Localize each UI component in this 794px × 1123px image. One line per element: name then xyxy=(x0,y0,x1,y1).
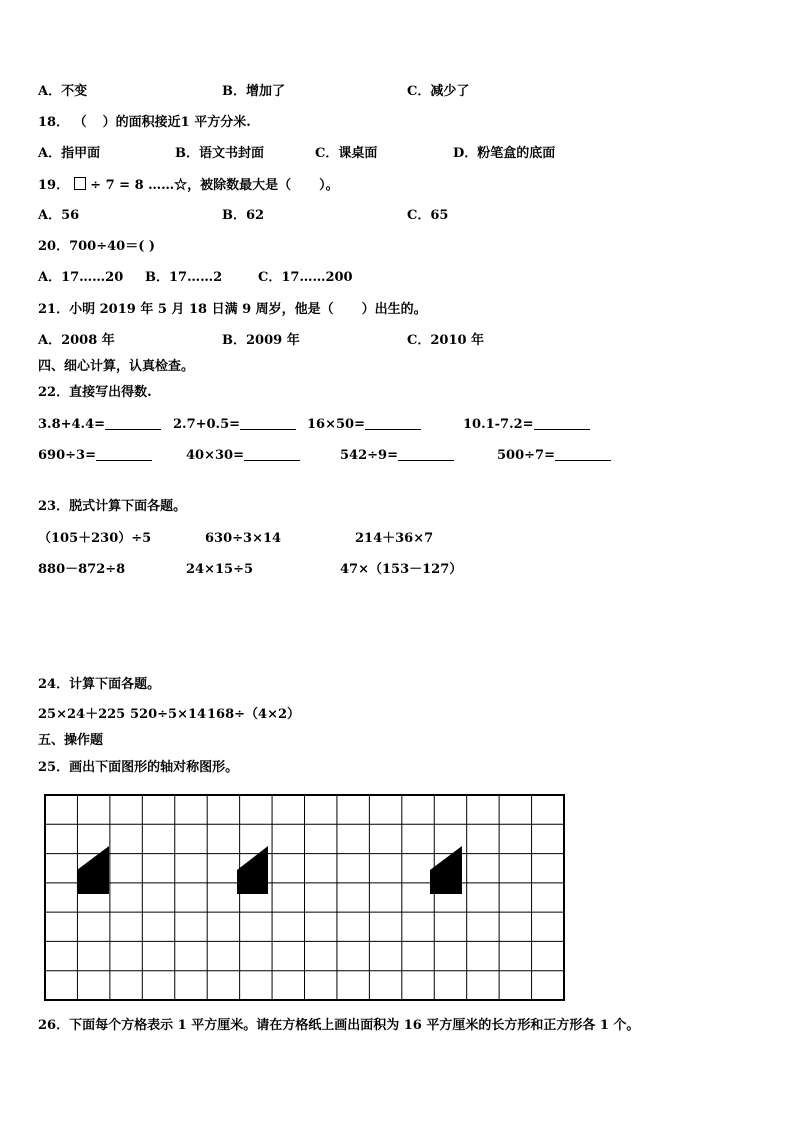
q26-stem: 26．下面每个方格表示 1 平方厘米。请在方格纸上画出面积为 16 平方厘米的长方形和正方形各 1 个。 xyxy=(38,1018,640,1033)
q19-number: 19． xyxy=(38,178,70,193)
q23-item: 214＋36×7 xyxy=(355,531,434,546)
answer-blank[interactable] xyxy=(398,448,454,461)
section-5-title: 五、操作题 xyxy=(38,733,104,748)
q21-option-a: A．2008 年 xyxy=(38,333,115,348)
q20-option-c: C．17……200 xyxy=(258,270,353,285)
q21-option-c: C．2010 年 xyxy=(407,333,485,348)
q23-stem: 23．脱式计算下面各题。 xyxy=(38,499,187,514)
q24-item: 520÷5×14 xyxy=(130,707,207,722)
q23-item: 880－872÷8 xyxy=(38,562,126,577)
q19-option-c: C．65 xyxy=(407,208,449,223)
answer-blank[interactable] xyxy=(534,417,590,430)
q17-option-a: A．不变 xyxy=(38,84,88,99)
q22-item: 2.7+0.5= xyxy=(173,417,296,433)
q23-item: 24×15÷5 xyxy=(186,562,254,577)
q22-item: 542÷9= xyxy=(340,448,454,464)
q18-option-d: D．粉笔盒的底面 xyxy=(453,146,556,161)
q19-option-a: A．56 xyxy=(38,208,80,223)
q22-item: 690÷3= xyxy=(38,448,152,464)
q17-option-c: C．减少了 xyxy=(407,84,470,99)
q21-option-b: B．2009 年 xyxy=(222,333,300,348)
answer-blank[interactable] xyxy=(244,448,300,461)
q23-item: （105＋230）÷5 xyxy=(38,531,152,546)
grid-paper[interactable] xyxy=(44,794,566,1002)
q21-stem xyxy=(38,302,427,318)
answer-blank[interactable] xyxy=(105,417,161,430)
q20-option-a: A．17……20 xyxy=(38,270,124,285)
answer-blank[interactable] xyxy=(240,417,296,430)
q24-stem: 24．计算下面各题。 xyxy=(38,677,161,692)
q22-item: 16×50= xyxy=(307,417,421,433)
q18-open-paren: （ xyxy=(73,115,87,130)
q21-stem-b: ）出生的。 xyxy=(361,302,427,317)
q22-item: 3.8+4.4= xyxy=(38,417,161,433)
q22-stem: 22．直接写出得数. xyxy=(38,385,152,400)
q19-option-b: B．62 xyxy=(222,208,265,223)
section-4-title: 四、细心计算，认真检查。 xyxy=(38,359,195,374)
q24-item: 168÷（4×2） xyxy=(207,707,301,722)
q24-item: 25×24＋225 xyxy=(38,707,126,722)
q19-close: ）。 xyxy=(319,178,339,193)
q18-option-a: A．指甲面 xyxy=(38,146,101,161)
q18-number: 18． xyxy=(38,115,70,130)
q20-stem: 20．700÷40＝( ) xyxy=(38,239,156,254)
answer-blank[interactable] xyxy=(96,448,152,461)
q18-option-b: B．语文书封面 xyxy=(175,146,264,161)
q22-item: 500÷7= xyxy=(497,448,611,464)
blank-box-icon xyxy=(74,177,86,190)
q21-stem-a: 21．小明 2019 年 5 月 18 日满 9 周岁，他是（ xyxy=(38,302,334,317)
q23-item: 47×（153－127） xyxy=(340,562,463,577)
q22-item: 10.1-7.2= xyxy=(463,417,590,433)
q19-expression: ÷ 7 = 8 ……☆，被除数最大是（ xyxy=(90,178,292,193)
answer-blank[interactable] xyxy=(365,417,421,430)
q17-option-b: B．增加了 xyxy=(222,84,285,99)
q25-stem: 25．画出下面图形的轴对称图形。 xyxy=(38,760,239,775)
q18-option-c: C．课桌面 xyxy=(315,146,378,161)
q19-stem xyxy=(38,177,339,194)
q20-option-b: B．17……2 xyxy=(145,270,223,285)
answer-blank[interactable] xyxy=(555,448,611,461)
q22-item: 40×30= xyxy=(186,448,300,464)
q18-stem xyxy=(38,115,251,131)
q23-item: 630÷3×14 xyxy=(205,531,282,546)
q18-stem-text: ）的面积接近1 平方分米. xyxy=(102,115,251,130)
